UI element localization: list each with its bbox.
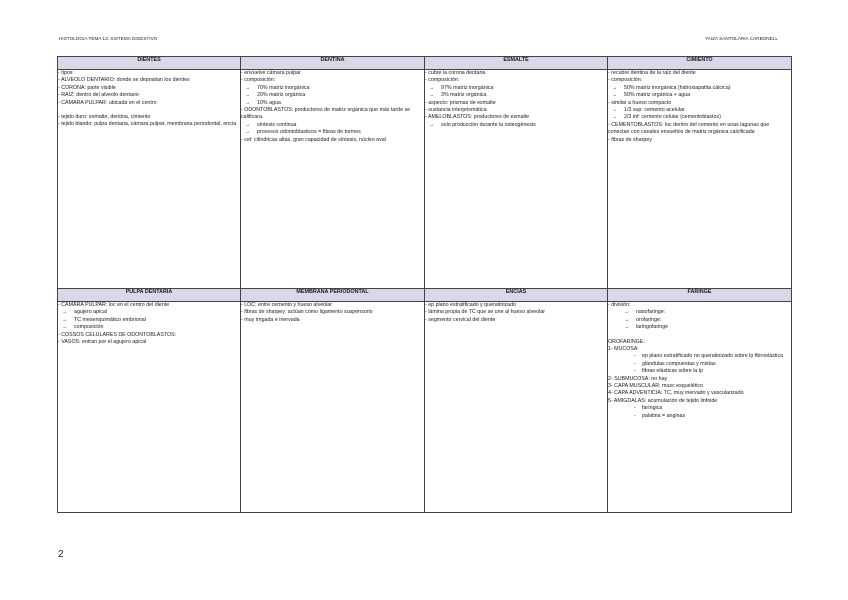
text-line: - muy irrigada e inervada — [241, 316, 300, 323]
dash-item: - glándulas compuestas y mixtas — [608, 361, 791, 368]
arrow-item: → 50% matriz inorgánica (hidroxiapatita cálcica) — [608, 85, 791, 92]
arrow-item: → 2/3 inf: cemento celular (cementoblastos) — [608, 114, 791, 121]
cell-cimiento — [608, 70, 792, 289]
page-number: 2 — [58, 549, 64, 560]
arrow-item: → 3% matriz orgánica — [425, 92, 607, 99]
text-line: - división: — [608, 302, 631, 308]
summary-table — [57, 56, 792, 513]
arrow-item: → orofaringe: — [608, 317, 791, 324]
arrow-item: → TC mesenquimático embrional — [58, 317, 240, 324]
text-line: - cubre la corona dentaria — [425, 70, 486, 76]
text-line: 5- AMIGDALAS: acumulación de tejido linfoide — [608, 397, 718, 404]
text-line: - CEMENTOBLASTOS: loc dentro del cemento en unas lagunas que conectan con canales envueltos de matriz orgánica calcificada — [608, 121, 770, 136]
text-line: - segmento cervical del diente — [425, 316, 496, 323]
document-header-right: YAIZA SANTOLARIA CARBONELL — [704, 36, 778, 41]
text-line: - CÁMARA PULPAR: loc en el centro del diente — [58, 302, 170, 308]
text-line: - COSSOS CELULARES DE ODONTOBLASTOS: — [58, 331, 177, 338]
arrow-item: → síntesis continua — [241, 122, 424, 129]
text-line: - RAÍZ: dentro del alveolo dentario — [58, 92, 139, 99]
dash-item: - ep plano estratificado no queratinizado sobre lp fibroelástica — [608, 353, 791, 360]
text-line: 3- CAPA MUSCULAR: musc esquelético — [608, 383, 703, 390]
text-line: 2- SUBMUCOSA: no hay — [608, 375, 668, 382]
arrow-item: → 20% matriz orgánica — [241, 92, 424, 99]
cell-faringe — [608, 302, 792, 513]
arrow-item: → composición — [58, 324, 240, 331]
text-line: - LOC: entre cemento y hueso alveolar — [241, 302, 332, 308]
arrow-item: → laringofaringe — [608, 324, 791, 331]
header-pulpa-dentaria: PULPA DENTARIA — [58, 289, 241, 302]
cell-encias — [425, 302, 608, 513]
text-line: 1- MUCOSA: — [608, 346, 639, 353]
text-line: - fibras de sharpey: actúan como ligamento suspensorio — [241, 309, 373, 316]
header-cimiento: CIMIENTO — [608, 57, 792, 70]
text-line: - fibras de sharpey — [608, 136, 652, 143]
arrow-item: → 97% matriz inorgánica — [425, 85, 607, 92]
text-line: - CÁMARA PULPAR: ubicada en el centro — [58, 99, 157, 106]
text-line: - ALVEOLO DENTARIO: donde se depositan los dientes — [58, 77, 190, 84]
dash-item: - palatina = anginas — [608, 413, 791, 420]
text-line: - composición: — [425, 77, 460, 84]
text-line: - tipos: — [58, 70, 74, 76]
arrow-item: → solo producción durante la osteogénesis — [425, 122, 607, 129]
arrow-item: → nasofaringe: — [608, 309, 791, 316]
text-line: - AMELOBLASTOS: productores de esmalte — [425, 114, 530, 121]
header-dientes: DIENTES — [58, 57, 241, 70]
text-line: - lámina propia de TC que se une al hueso alveolar — [425, 309, 546, 316]
arrow-item: → 1/3 sup: cemento acelular — [608, 107, 791, 114]
text-line: - ep plano estratificado y queratinizado — [425, 302, 516, 308]
text-line: - similar a hueso compacto — [608, 99, 672, 106]
cell-pulpa-dentaria — [58, 302, 241, 513]
text-line: - cel: cilíndricas altas, gran capacidad de síntesis, núcleo oval — [241, 136, 386, 143]
text-line: - ODONTOBLASTOS: productores de matriz orgánica que más tarde se calificara. — [241, 107, 411, 121]
text-line: - composición: — [608, 77, 643, 84]
cell-membrana-periodontal — [241, 302, 425, 513]
header-membrana-periodontal: MEMBRANA PERIODONTAL — [241, 289, 425, 302]
header-dentina: DENTINA — [241, 57, 425, 70]
text-line: 4- CAPA ADVENTICIA: TC, muy inervado y vascularizado — [608, 390, 744, 397]
text-line: - tejido blando: pulpa dentaria, cámara pulpar, membrana periodontal, encía — [58, 121, 237, 128]
arrow-item: → 50% matriz orgánica + agua — [608, 92, 791, 99]
text-line: OROFARINGE: — [608, 338, 645, 345]
arrow-item: → 70% matriz inorgánica — [241, 85, 424, 92]
text-line: - aspecto: prismas de esmalte — [425, 99, 496, 106]
arrow-item: → 10% agua — [241, 100, 424, 107]
text-line: - tejido duro: esmalte, dentina, cimiento — [58, 114, 151, 121]
text-line: - recubre dentina de la raíz del diente — [608, 70, 696, 76]
header-faringe: FARINGE — [608, 289, 792, 302]
arrow-item: → procesos odontoblasticos = fibras de tormes — [241, 129, 424, 136]
text-line: - envuelve cámara pulpar — [241, 70, 301, 76]
cell-dentina — [241, 70, 425, 289]
cell-esmalte — [425, 70, 608, 289]
dash-item: - faríngica — [608, 405, 791, 412]
header-encias: ENCIAS — [425, 289, 608, 302]
header-esmalte: ESMALTE — [425, 57, 608, 70]
document-header-left: HISTOLOGIA TEMA 13: SISTEMA DIGESTIVO — [59, 36, 158, 41]
text-line: - sustancia interprismática — [425, 107, 487, 114]
text-line: - VASOS: entran por el agujero apical — [58, 339, 147, 346]
cell-dientes — [58, 70, 241, 289]
text-line: - composición: — [241, 77, 276, 84]
text-line: - CORONA: parte visible — [58, 84, 116, 91]
dash-item: - fibras elásticas sobre la lp — [608, 368, 791, 375]
arrow-item: → agujero apical — [58, 309, 240, 316]
